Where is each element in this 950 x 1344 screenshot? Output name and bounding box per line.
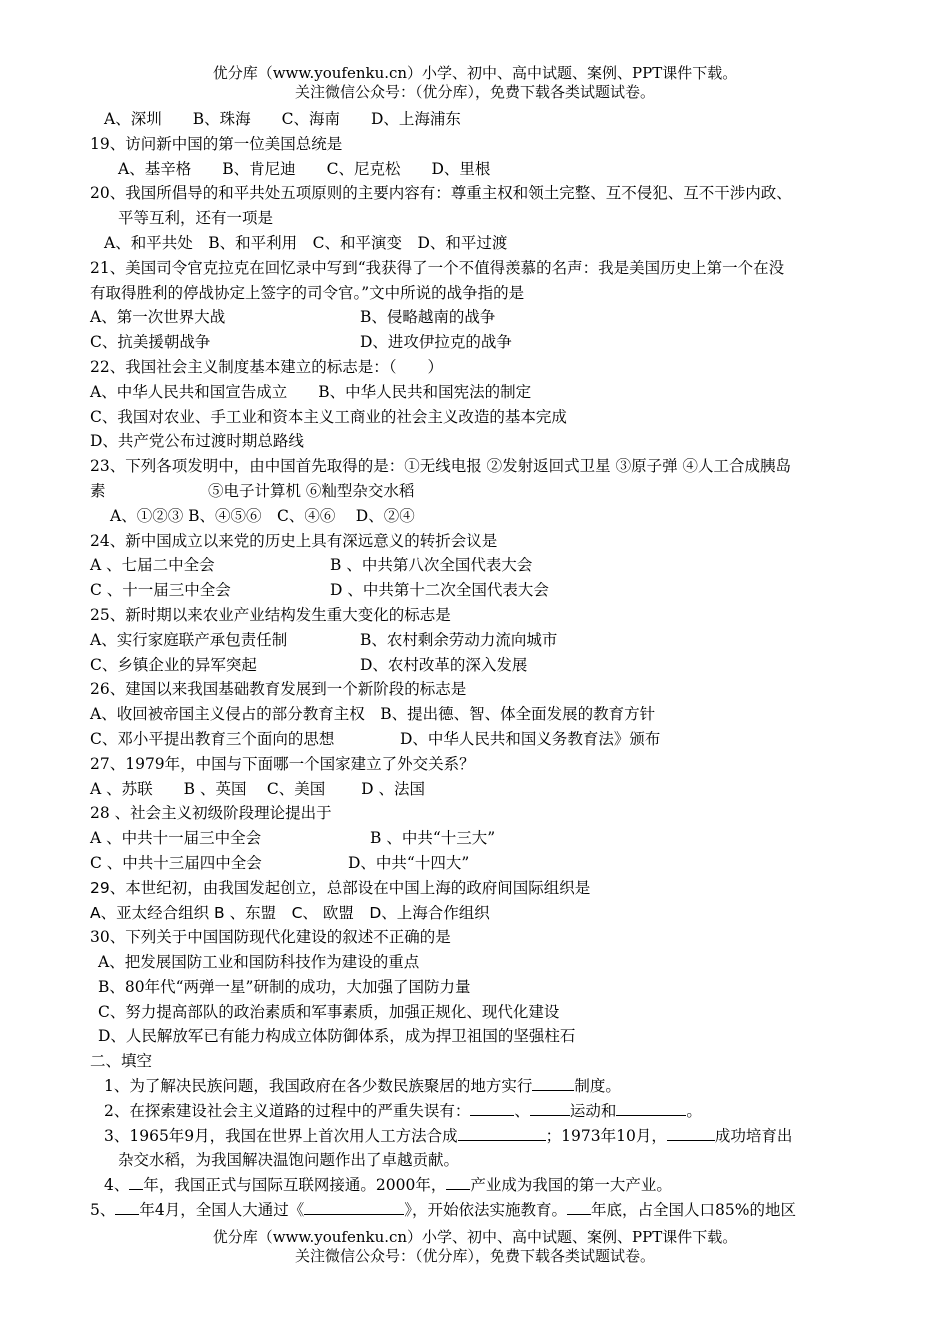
q24-option-a: A 、七届二中全会 [90,556,215,575]
q28-option-a: A 、中共十一届三中全会 [90,829,262,848]
fill-2 [90,1099,870,1124]
q29-options: A、亚太经合组织 B 、东盟 C、 欧盟 D、上海合作组织 [90,903,490,922]
q25-option-d: D、农村改革的深入发展 [360,655,528,674]
q25-stem: 25、新时期以来农业产业结构发生重大变化的标志是 [90,605,451,624]
q23-stem-line2 [90,479,870,504]
q27-stem: 27、1979年，中国与下面哪一个国家建立了外交关系？ [90,754,475,773]
q26-option-c: C、邓小平提出教育三个面向的思想 [90,729,335,748]
q19-options: A、基辛格 B、肯尼迪 C、尼克松 D、里根 [118,159,491,178]
fill-3-mid: ；1973年10月， [545,1126,667,1145]
q23-stem-line2-b: ⑤电子计算机 ⑥籼型杂交水稻 [208,481,415,500]
fill-4-post: 产业成为我国的第一大产业。 [470,1176,672,1195]
footer-line-2: 关注微信公众号：（优分库），免费下载各类试题试卷。 [294,1247,655,1265]
q25-options-ab [90,628,870,653]
q23-stem-line2-a: 素 [90,481,106,500]
q21-options-ab [90,305,870,330]
fill-5-blank-3[interactable] [567,1198,591,1215]
q30-stem: 30、下列关于中国国防现代化建设的叙述不正确的是 [90,928,451,947]
q27-options: A 、苏联 B 、英国 C、美国 D 、法国 [90,779,426,798]
q24-options-ab [90,553,870,578]
fill-4-blank-2[interactable] [446,1173,470,1190]
q24-option-c: C 、十一届三中全会 [90,581,231,600]
q24-options-cd [90,578,870,603]
q26-stem: 26、建国以来我国基础教育发展到一个新阶段的标志是 [90,680,467,699]
q30-option-d: D、人民解放军已有能力构成立体防御体系，成为捍卫祖国的坚强柱石 [98,1027,576,1046]
fill-4 [90,1173,870,1198]
q25-option-b: B、农村剩余劳动力流向城市 [360,630,558,649]
q24-option-d: D 、中共第十二次全国代表大会 [330,581,549,600]
fill-2-mid2: 运动和 [569,1101,617,1120]
q25-option-a: A、实行家庭联产承包责任制 [90,630,288,649]
q21-stem-line2: 有取得胜利的停战协定上签字的司令官。”文中所说的战争指的是 [90,283,525,302]
fill-3-post: 成功培育出 [714,1126,793,1145]
q26-option-d: D、中华人民共和国义务教育法》颁布 [400,729,661,748]
fill-2-blank-3[interactable] [616,1099,686,1116]
q20-stem-line2: 平等互利，还有一项是 [118,209,274,228]
fill-5 [90,1198,870,1223]
q23-stem-line1: 23、下列各项发明中，由中国首先取得的是：①无线电报 ②发射返回式卫星 ③原子弹 ④人工合成胰岛 [90,457,792,476]
q24-option-b: B 、中共第八次全国代表大会 [330,556,533,575]
q30-option-b: B、80年代“两弹一星”研制的成功，大加强了国防力量 [98,977,471,996]
q21-option-c: C、抗美援朝战争 [90,333,211,352]
q29-stem: 29、本世纪初，由我国发起创立，总部设在中国上海的政府间国际组织是 [90,878,591,897]
q21-stem-line1: 21、美国司令官克拉克在回忆录中写到“我获得了一个不值得羡慕的名声：我是美国历史上第一个在没 [90,258,785,277]
q28-option-d: D、中共“十四大” [348,853,470,872]
fill-5-blank-1[interactable] [115,1198,139,1215]
q28-options-cd [90,851,870,876]
q30-option-a: A、把发展国防工业和国防科技作为建设的重点 [98,953,420,972]
fill-2-blank-1[interactable] [470,1099,514,1116]
q22-option-d: D、共产党公布过渡时期总路线 [90,432,304,451]
fill-3-blank-2[interactable] [667,1124,715,1141]
fill-2-post: 。 [686,1101,702,1120]
document-body [90,107,870,1223]
q22-option-c: C、我国对农业、手工业和资本主义工商业的社会主义改造的基本完成 [90,407,567,426]
fill-5-pre: 5、 [90,1201,116,1220]
page-header [0,64,950,102]
fill-1-blank[interactable] [532,1074,574,1091]
q26-options-cd [90,727,870,752]
q28-option-c: C 、中共十三届四中全会 [90,853,262,872]
fill-2-mid1: 、 [514,1101,530,1120]
header-line-1: 优分库（www.youfenku.cn）小学、初中、高中试题、案例、PPT课件下载。 [212,64,738,82]
q19-stem: 19、访问新中国的第一位美国总统是 [90,134,343,153]
fill-3-pre: 3、1965年9月，我国在世界上首次用人工方法合成 [104,1126,458,1145]
q28-option-b: B 、中共“十三大” [370,829,496,848]
q25-option-c: C、乡镇企业的异军突起 [90,655,257,674]
fill-2-pre: 2、在探索建设社会主义道路的过程中的严重失误有： [104,1101,471,1120]
q28-options-ab [90,826,870,851]
q26-options-ab: A、收回被帝国主义侵占的部分教育主权 B、提出德、智、体全面发展的教育方针 [90,705,656,724]
fill-4-blank-1[interactable] [129,1173,143,1190]
page-footer [0,1228,950,1266]
q20-options: A、和平共处 B、和平利用 C、和平演变 D、和平过渡 [104,233,508,252]
fill-5-mid1: 年4月，全国人大通过《 [139,1201,305,1220]
fill-4-pre: 4、 [104,1176,130,1195]
fill-1-post: 制度。 [574,1077,621,1096]
header-line-2: 关注微信公众号：（优分库），免费下载各类试题试卷。 [294,83,655,101]
q22-options-ab: A、中华人民共和国宣告成立 B、中华人民共和国宪法的制定 [90,382,532,401]
q28-stem: 28 、社会主义初级阶段理论提出于 [90,804,332,823]
section-2-title: 二、填空 [90,1052,153,1071]
q25-options-cd [90,653,870,678]
q21-option-d: D、进攻伊拉克的战争 [360,333,512,352]
fill-3-line1 [90,1124,870,1149]
q24-stem: 24、新中国成立以来党的历史上具有深远意义的转折会议是 [90,531,498,550]
q22-stem: 22、我国社会主义制度基本建立的标志是：（ ） [90,357,443,376]
fill-3-blank-1[interactable] [458,1124,546,1141]
q21-options-cd [90,330,870,355]
fill-5-mid2: 》，开始依法实施教育。 [404,1201,568,1220]
fill-5-post: 年底，占全国人口85%的地区 [591,1201,796,1220]
q20-stem-line1: 20、我国所倡导的和平共处五项原则的主要内容有：尊重主权和领土完整、互不侵犯、互不干涉内政、 [90,184,792,203]
fill-1 [90,1074,870,1099]
q21-option-b: B、侵略越南的战争 [360,308,496,327]
footer-line-1: 优分库（www.youfenku.cn）小学、初中、高中试题、案例、PPT课件下载。 [212,1228,738,1246]
q21-option-a: A、第一次世界大战 [90,308,226,327]
fill-4-mid: 年，我国正式与国际互联网接通。2000年， [143,1176,447,1195]
q18-options: A、深圳 B、珠海 C、海南 D、上海浦东 [104,110,461,128]
fill-2-blank-2[interactable] [530,1099,570,1116]
q23-options: A、①②③ B、④⑤⑥ C、④⑥ D、②④ [110,506,415,525]
fill-1-pre: 1、为了解决民族问题，我国政府在各少数民族聚居的地方实行 [104,1077,533,1096]
fill-3-line2: 杂交水稻，为我国解决温饱问题作出了卓越贡献。 [118,1151,460,1170]
fill-5-blank-2[interactable] [304,1198,404,1215]
q30-option-c: C、努力提高部队的政治素质和军事素质，加强正规化、现代化建设 [98,1002,560,1021]
